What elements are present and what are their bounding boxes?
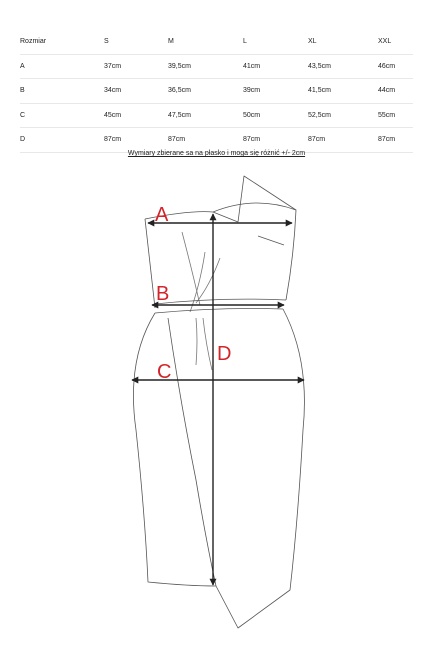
label-a: A [155, 204, 169, 226]
table-cell: 41,5cm [308, 79, 378, 104]
table-cell: 34cm [104, 79, 168, 104]
table-cell: 50cm [243, 103, 308, 128]
table-cell: 87cm [168, 128, 243, 153]
header-size-s: S [104, 30, 168, 54]
table-cell: 44cm [378, 79, 413, 104]
header-size-l: L [243, 30, 308, 54]
table-cell: 45cm [104, 103, 168, 128]
table-cell: 87cm [243, 128, 308, 153]
table-cell: 36,5cm [168, 79, 243, 104]
table-cell: 39,5cm [168, 54, 243, 79]
label-d: D [217, 343, 232, 365]
label-b: B [156, 283, 170, 305]
table-cell: 55cm [378, 103, 413, 128]
table-cell: 87cm [378, 128, 413, 153]
table-cell: 37cm [104, 54, 168, 79]
header-size-xl: XL [308, 30, 378, 54]
label-c: C [157, 361, 172, 383]
table-cell: 43,5cm [308, 54, 378, 79]
row-label: D [20, 128, 104, 153]
table-cell: 39cm [243, 79, 308, 104]
table-cell: 47,5cm [168, 103, 243, 128]
measurement-lines [132, 214, 304, 585]
table-cell: 87cm [104, 128, 168, 153]
table-cell: 46cm [378, 54, 413, 79]
row-label: B [20, 79, 104, 104]
table-cell: 52,5cm [308, 103, 378, 128]
row-label: A [20, 54, 104, 79]
row-label: C [20, 103, 104, 128]
header-size-xxl: XXL [378, 30, 413, 54]
measurement-labels [155, 204, 231, 383]
table-cell: 41cm [243, 54, 308, 79]
measurement-note: Wymiary zbierane sa na płasko i moga się różnić +/- 2cm [127, 150, 306, 157]
table-cell: 87cm [308, 128, 378, 153]
header-size-m: M [168, 30, 243, 54]
dress-outline [133, 176, 304, 628]
header-size-label: Rozmiar [20, 30, 104, 54]
